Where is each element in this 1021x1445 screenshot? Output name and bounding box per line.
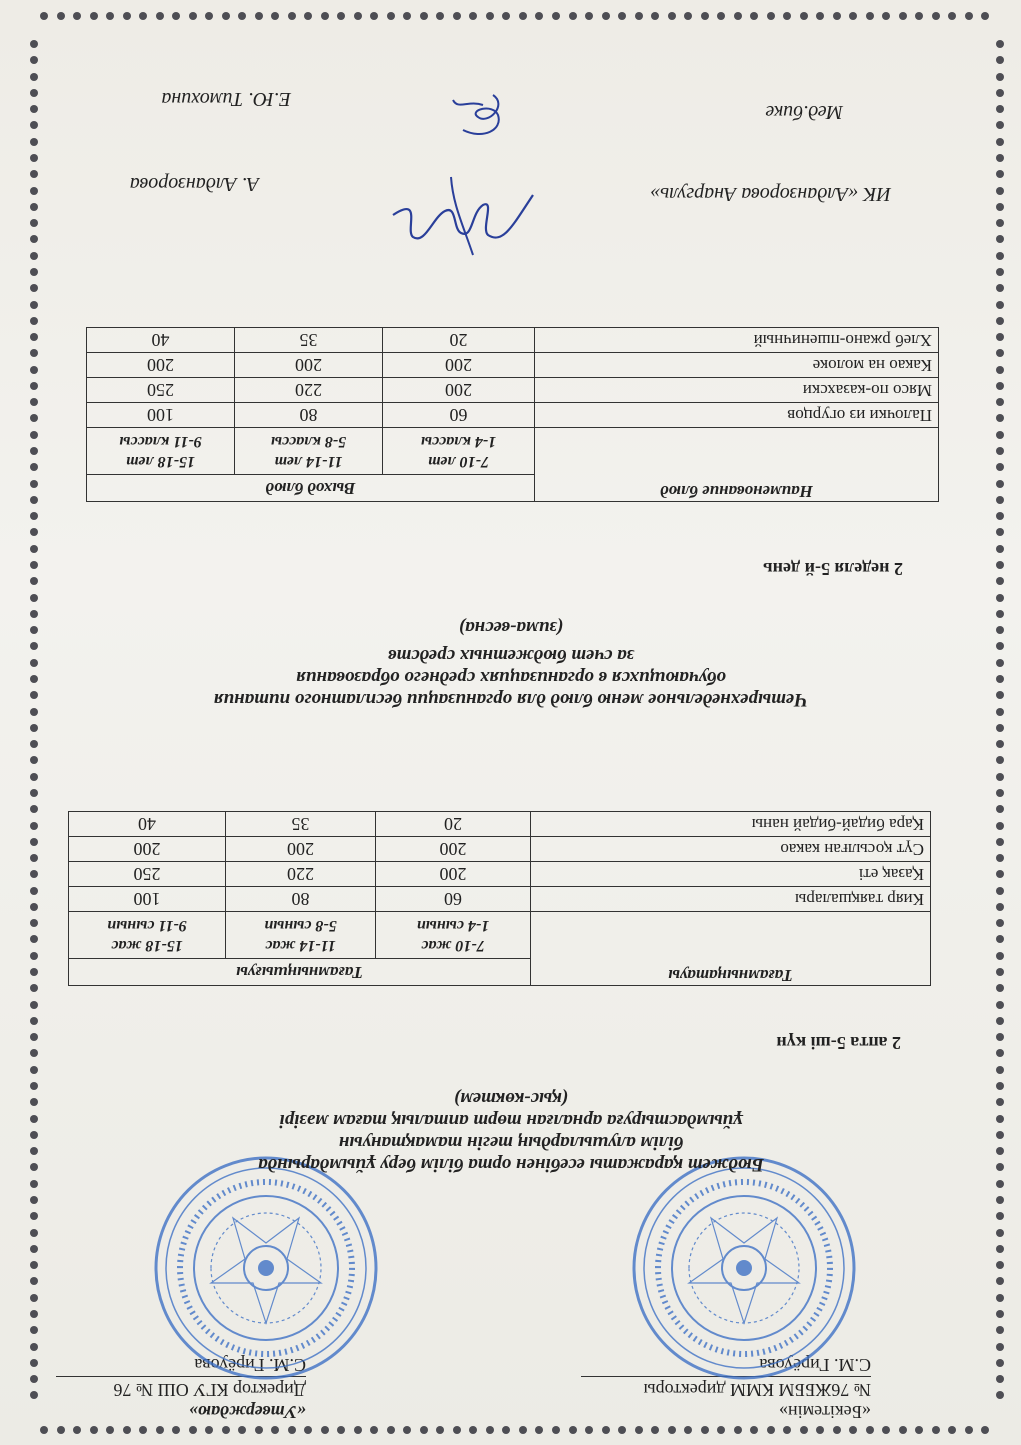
supplier-label: ИК «Алданзорова Анаргуль»: [650, 183, 891, 205]
round-seal-stamp-left: [629, 1153, 859, 1383]
ru-title-line2: обучающихся в организациях среднего образования: [296, 667, 726, 688]
approval-kz-line3: С.М. Гирёуова: [581, 1354, 871, 1377]
ru-value: 250: [86, 378, 234, 403]
kz-value: 200: [226, 837, 376, 862]
kz-col-dish-header: Тағамныңатауы: [531, 912, 931, 986]
ru-value: 200: [86, 353, 234, 378]
kz-value: 35: [226, 812, 376, 837]
ru-value: 200: [235, 353, 383, 378]
ru-age-col-1: [383, 428, 535, 475]
table-row: [68, 887, 930, 912]
supplier-name: А. Алданзорова: [129, 173, 259, 195]
ru-dish-3: Какао на молоке: [535, 353, 939, 378]
kz-dish-3: Сүт қосылған какао: [531, 837, 931, 862]
kz-menu-title: [71, 1087, 951, 1175]
table-row: [86, 328, 938, 353]
kz-menu-table: [68, 811, 931, 986]
kz-value: 20: [376, 812, 531, 837]
kz-dish-2: Қазақ еті: [531, 862, 931, 887]
kz-age-1-grades: 1-4 сынып: [416, 917, 490, 934]
kz-age-2-grades: 5-8 сынып: [264, 917, 337, 934]
ru-menu-table: [86, 327, 939, 502]
kz-title-line1: Бюджет қаражаты есебінен орта білім беру ұйымдарында: [258, 1154, 764, 1175]
ru-age-2-years: 11-14 лет: [274, 453, 343, 470]
table-row: [68, 837, 930, 862]
ru-value: 220: [235, 378, 383, 403]
kz-age-3-years: 15-18 жас: [111, 937, 183, 954]
ru-dish-2: Мясо по-казахски: [535, 378, 939, 403]
table-row: [68, 812, 930, 837]
ru-age-2-grades: 5-8 классы: [270, 433, 347, 450]
signature-nurse: [443, 85, 523, 145]
kz-title-line2: білім алушылардың тегін тамақтануын: [338, 1132, 684, 1153]
ru-age-col-2: [235, 428, 383, 475]
ru-title-line1: Четырехнедельное меню блюд для организации бесплатного питания: [213, 689, 809, 710]
approval-ru-line2: Директор КГУ ОШ № 76: [113, 1380, 306, 1400]
kz-value: 80: [226, 887, 376, 912]
ru-age-1-years: 7-10 лет: [428, 453, 489, 470]
ru-age-col-3: [86, 428, 234, 475]
kz-age-col-3: [68, 912, 225, 959]
kz-age-col-2: [226, 912, 376, 959]
kz-title-line3: ұйымдастыруға арналған төрт апталық тағам мәзірі: [279, 1110, 743, 1131]
kz-value: 200: [68, 837, 225, 862]
ru-title-line3: за счет бюджетных средств: [387, 645, 635, 666]
ru-col-dish-header: Наименование блюд: [535, 428, 939, 502]
ru-age-3-grades: 9-11 классы: [119, 433, 202, 450]
kz-age-col-1: [376, 912, 531, 959]
kz-dish-4: Қара бидай-бидай наны: [531, 812, 931, 837]
ru-value: 200: [383, 353, 535, 378]
table-row: [86, 353, 938, 378]
ru-value: 35: [235, 328, 383, 353]
kz-age-1-years: 7-10 жас: [421, 937, 485, 954]
ru-menu-title: [71, 616, 951, 710]
kz-age-2-years: 11-14 жас: [265, 937, 336, 954]
ru-age-3-years: 15-18 лет: [126, 453, 195, 470]
table-row: [86, 378, 938, 403]
ru-value: 40: [86, 328, 234, 353]
signature-supplier: [383, 175, 543, 265]
kz-age-3-grades: 9-11 сынып: [107, 917, 187, 934]
approval-ru-line3: С.М. Гирёуова: [56, 1354, 306, 1377]
kz-value: 100: [68, 887, 225, 912]
ru-value: 80: [235, 403, 383, 428]
ru-value: 200: [383, 378, 535, 403]
ru-value: 20: [383, 328, 535, 353]
kz-value: 220: [226, 862, 376, 887]
table-row: [68, 862, 930, 887]
kz-dish-1: Кияр таяқшалары: [531, 887, 931, 912]
nurse-label: Мед.бике: [765, 101, 843, 123]
ru-value: 60: [383, 403, 535, 428]
ru-dish-4: Хлеб ржано-пшеничный: [535, 328, 939, 353]
ru-dish-1: Палочки из огурцов: [535, 403, 939, 428]
kz-value: 250: [68, 862, 225, 887]
table-row: [86, 403, 938, 428]
ru-season: (зима-весна): [458, 617, 564, 638]
approval-ru-line1: «Утверждаю»: [188, 1402, 306, 1422]
nurse-name: Е.Ю. Тимохина: [161, 88, 291, 110]
ru-col-yield-header: Выход блюд: [86, 475, 534, 502]
kz-day-label: 2 апта 5-ші күн: [776, 1033, 901, 1053]
kz-value: 40: [68, 812, 225, 837]
ru-day-label: 2 неделя 5-й день: [763, 559, 903, 579]
kz-value: 60: [376, 887, 531, 912]
kz-value: 200: [376, 837, 531, 862]
kz-col-yield-header: Тағамныңшығуы: [68, 959, 530, 986]
ru-value: 100: [86, 403, 234, 428]
round-seal-stamp-right: [151, 1153, 381, 1383]
approval-kz-line2: № 76ЖББМ КММ директоры: [643, 1380, 871, 1400]
ru-age-1-grades: 1-4 классы: [420, 433, 497, 450]
kz-value: 200: [376, 862, 531, 887]
kz-season: (қыс-көктем): [453, 1088, 569, 1109]
approval-kz-line1: «Бекітемін»: [779, 1402, 871, 1422]
